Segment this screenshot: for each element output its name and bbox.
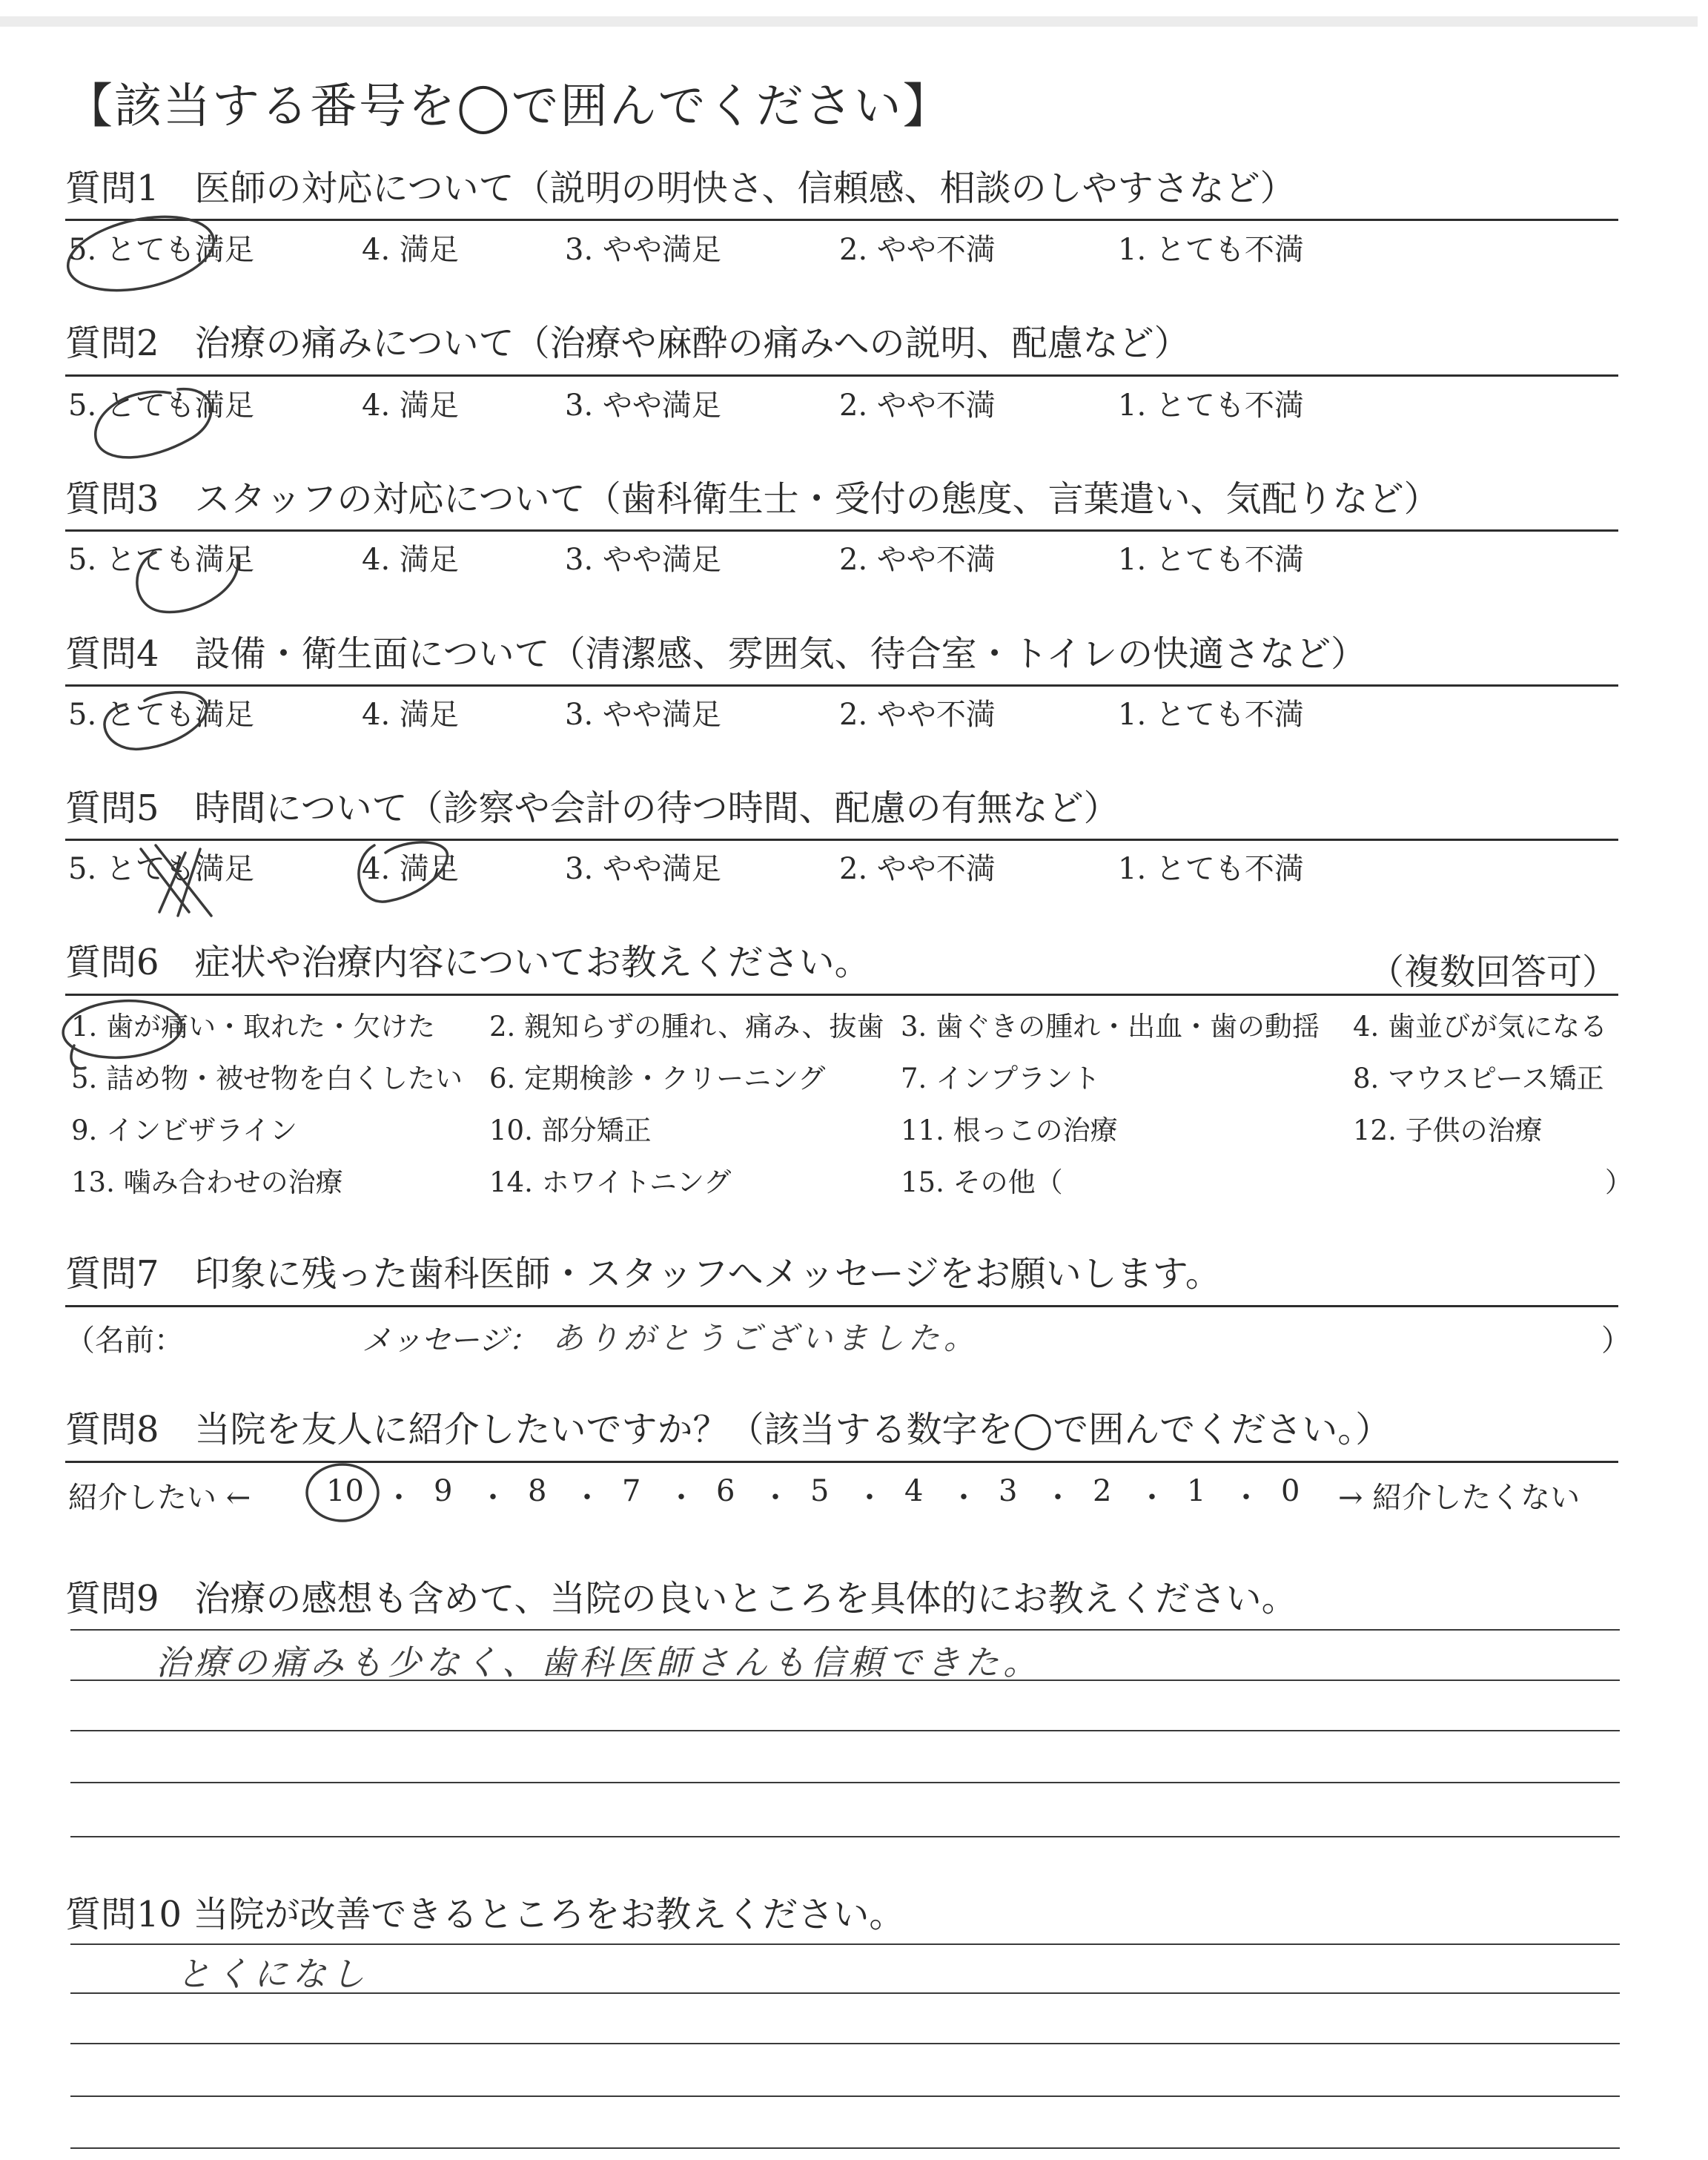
q8-separator: ・ (855, 1481, 884, 1515)
question-10-heading: 質問10 当院が改善できるところをお教えください。 (65, 1894, 905, 1935)
q10-line-1 (70, 1943, 1620, 1945)
scan-top-edge (0, 16, 1698, 27)
q8-score-10[interactable]: 10 (326, 1474, 364, 1508)
q8-separator: ・ (384, 1481, 414, 1515)
question-5-rule (65, 839, 1618, 841)
q10-line-5 (70, 2147, 1620, 2149)
q9-answer-handwritten[interactable]: 治療の痛みも少なく、歯科医師さんも信頼できた。 (156, 1642, 1042, 1682)
q10-line-3 (70, 2043, 1620, 2044)
q4-option-1[interactable]: 1. とても不満 (1118, 698, 1304, 732)
q9-line-4 (70, 1782, 1620, 1783)
q3-option-2[interactable]: 2. やや不満 (839, 543, 996, 577)
q8-score-2[interactable]: 2 (1093, 1474, 1112, 1508)
question-7-rule (65, 1305, 1618, 1307)
question-2-rule (65, 374, 1618, 377)
q5-option-5[interactable]: 5. とても満足 (68, 852, 254, 886)
q2-option-5[interactable]: 5. とても満足 (68, 389, 254, 423)
q8-separator: ・ (1231, 1481, 1261, 1515)
question-3-rule (65, 529, 1618, 532)
q7-name-label: （名前： (65, 1324, 184, 1358)
q1-option-4[interactable]: 4. 満足 (362, 233, 459, 267)
q6-option-12[interactable]: 12. 子供の治療 (1353, 1114, 1543, 1146)
question-6-heading: 質問6 症状や治療内容についてお教えください。 (65, 942, 870, 983)
q9-line-1 (70, 1629, 1620, 1631)
q5-option-4[interactable]: 4. 満足 (362, 852, 459, 886)
question-9-heading: 質問9 治療の感想も含めて、当院の良いところを具体的にお教えください。 (65, 1578, 1297, 1619)
q8-separator: ・ (949, 1481, 979, 1515)
q3-option-1[interactable]: 1. とても不満 (1118, 543, 1304, 577)
q8-score-1[interactable]: 1 (1187, 1474, 1206, 1508)
q6-option-5[interactable]: 5. 詰め物・被せ物を白くしたい (71, 1063, 463, 1094)
q5-option-3[interactable]: 3. やや満足 (565, 852, 721, 886)
question-6-multiple-answers-note: （複数回答可） (1368, 951, 1618, 993)
q6-option-14[interactable]: 14. ホワイトニング (489, 1166, 732, 1198)
question-1-rule (65, 219, 1618, 221)
q8-separator: ・ (1043, 1481, 1073, 1515)
q9-line-5 (70, 1836, 1620, 1837)
q6-option-2[interactable]: 2. 親知らずの腫れ、痛み、抜歯 (489, 1011, 884, 1043)
question-1-heading: 質問1 医師の対応について（説明の明快さ、信頼感、相談のしやすさなど） (65, 168, 1296, 209)
q6-option-15-other[interactable]: 15. その他（ (901, 1166, 1063, 1198)
q2-option-4[interactable]: 4. 満足 (362, 389, 459, 423)
q6-option-6[interactable]: 6. 定期検診・クリーニング (489, 1063, 826, 1094)
question-8-heading: 質問8 当院を友人に紹介したいですか？（該当する数字を◯で囲んでください。） (65, 1409, 1391, 1450)
q8-separator: ・ (572, 1481, 602, 1515)
question-8-rule (65, 1461, 1618, 1463)
q3-option-5[interactable]: 5. とても満足 (68, 543, 254, 577)
q8-score-6[interactable]: 6 (716, 1474, 735, 1508)
q6-option-9[interactable]: 9. インビザライン (71, 1114, 297, 1146)
q8-score-4[interactable]: 4 (904, 1474, 924, 1508)
q2-option-2[interactable]: 2. やや不満 (839, 389, 996, 423)
q8-score-7[interactable]: 7 (622, 1474, 641, 1508)
q1-option-1[interactable]: 1. とても不満 (1118, 233, 1304, 267)
question-6-rule (65, 994, 1618, 996)
q6-option-11[interactable]: 11. 根っこの治療 (901, 1114, 1118, 1146)
q8-score-9[interactable]: 9 (434, 1474, 453, 1508)
question-2-heading: 質問2 治療の痛みについて（治療や麻酔の痛みへの説明、配慮など） (65, 323, 1190, 364)
q1-option-2[interactable]: 2. やや不満 (839, 233, 996, 267)
q1-option-3[interactable]: 3. やや満足 (565, 233, 721, 267)
q6-option-4[interactable]: 4. 歯並びが気になる (1353, 1011, 1608, 1043)
q5-option-1[interactable]: 1. とても不満 (1118, 852, 1304, 886)
q8-left-label: 紹介したい ← (68, 1481, 251, 1515)
question-4-rule (65, 684, 1618, 687)
q6-option-8[interactable]: 8. マウスピース矯正 (1353, 1063, 1604, 1094)
q3-option-3[interactable]: 3. やや満足 (565, 543, 721, 577)
q4-option-2[interactable]: 2. やや不満 (839, 698, 996, 732)
q3-option-4[interactable]: 4. 満足 (362, 543, 459, 577)
q10-answer-handwritten[interactable]: とくになし (176, 1954, 369, 1994)
q9-line-3 (70, 1730, 1620, 1731)
q8-separator: ・ (1137, 1481, 1167, 1515)
q8-score-8[interactable]: 8 (528, 1474, 547, 1508)
q7-message-label: メッセージ： (362, 1324, 538, 1358)
q8-score-5[interactable]: 5 (810, 1474, 830, 1508)
question-7-heading: 質問7 印象に残った歯科医師・スタッフへメッセージをお願いします。 (65, 1253, 1221, 1295)
q10-line-4 (70, 2095, 1620, 2097)
question-5-heading: 質問5 時間について（診察や会計の待つ時間、配慮の有無など） (65, 787, 1119, 829)
q6-option-1[interactable]: 1. 歯が痛い・取れた・欠けた (71, 1011, 436, 1043)
q8-separator: ・ (666, 1481, 696, 1515)
question-3-heading: 質問3 スタッフの対応について（歯科衛生士・受付の態度、言葉遣い、気配りなど） (65, 478, 1440, 520)
q6-option-7[interactable]: 7. インプラント (901, 1063, 1101, 1094)
question-4-heading: 質問4 設備・衛生面について（清潔感、雰囲気、待合室・トイレの快適さなど） (65, 633, 1367, 675)
q7-message-handwritten[interactable]: ありがとうございました。 (552, 1320, 980, 1356)
q2-option-1[interactable]: 1. とても不満 (1118, 389, 1304, 423)
q6-option-13[interactable]: 13. 噛み合わせの治療 (71, 1166, 343, 1198)
q8-right-label: → 紹介したくない (1338, 1481, 1580, 1515)
q6-option-3[interactable]: 3. 歯ぐきの腫れ・出血・歯の動揺 (901, 1011, 1320, 1043)
q7-close-paren: ） (1601, 1324, 1631, 1358)
q8-separator: ・ (478, 1481, 508, 1515)
page-title: 【該当する番号を◯で囲んでください】 (65, 79, 952, 134)
q4-option-3[interactable]: 3. やや満足 (565, 698, 721, 732)
q5-option-2[interactable]: 2. やや不満 (839, 852, 996, 886)
q4-option-4[interactable]: 4. 満足 (362, 698, 459, 732)
q4-option-5[interactable]: 5. とても満足 (68, 698, 254, 732)
q8-score-3[interactable]: 3 (999, 1474, 1018, 1508)
q6-other-close-paren: ） (1605, 1166, 1632, 1198)
q8-separator: ・ (761, 1481, 790, 1515)
q1-option-5[interactable]: 5. とても満足 (68, 233, 254, 267)
q8-score-0[interactable]: 0 (1281, 1474, 1300, 1508)
q6-option-10[interactable]: 10. 部分矯正 (489, 1114, 652, 1146)
q2-option-3[interactable]: 3. やや満足 (565, 389, 721, 423)
